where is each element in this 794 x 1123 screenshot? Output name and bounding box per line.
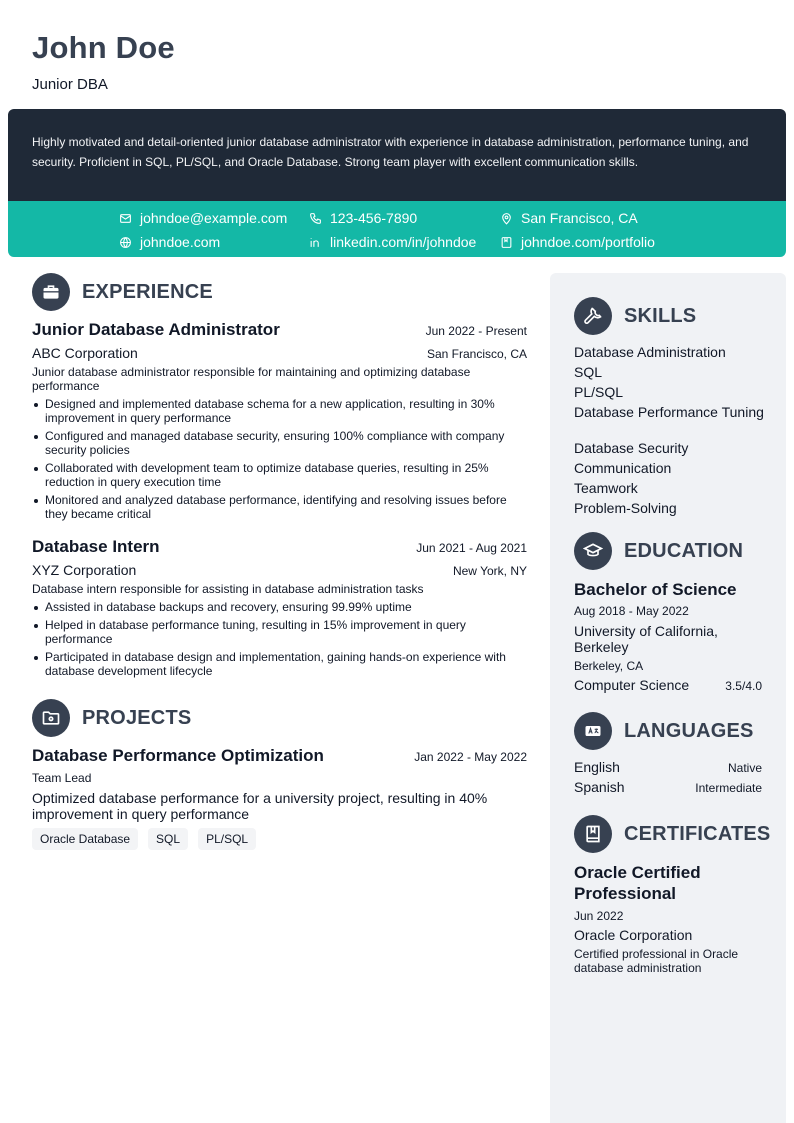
job-bullet: Participated in database design and implementation, gaining hands-on experience with database development lifecycle	[32, 650, 527, 678]
certificate-issuer: Oracle Corporation	[574, 927, 693, 943]
skill-item: PL/SQL	[574, 384, 624, 400]
project-item	[32, 746, 527, 850]
candidate-name: John Doe	[32, 30, 175, 65]
summary: Highly motivated and detail-oriented junior database administrator with experience in database administration, performance tuning, and security. Proficient in SQL, PL/SQL, and Oracle Database. Strong team player with excellent communication skills.	[8, 109, 786, 201]
education-item	[574, 580, 762, 693]
job-location: San Francisco, CA	[426, 347, 527, 361]
project-title: Database Performance Optimization	[32, 746, 324, 765]
job-description: Junior database administrator responsible for maintaining and optimizing database performance	[32, 365, 471, 393]
job-bullets	[32, 397, 527, 521]
skill-item: Database Security	[574, 440, 689, 456]
field-of-study: Computer Science	[574, 677, 690, 693]
contact-bar	[8, 201, 786, 257]
language-name: Spanish	[574, 779, 625, 795]
language-level: Native	[727, 761, 762, 775]
experience-header	[32, 273, 213, 311]
skill-item: Database Administration	[574, 344, 726, 360]
experience-item	[32, 320, 527, 525]
skill-item: Database Performance Tuning	[574, 404, 764, 420]
job-dates: Jun 2021 - Aug 2021	[416, 541, 527, 555]
school-location: Berkeley, CA	[574, 659, 644, 673]
skill-item: Teamwork	[574, 480, 638, 496]
education-dates: Aug 2018 - May 2022	[574, 604, 689, 618]
job-bullet: Designed and implemented database schema for a new application, resulting in 30% improvement in query performance	[32, 397, 527, 425]
certificate-date: Jun 2022	[574, 909, 624, 923]
briefcase-icon	[32, 273, 70, 311]
skills-title: SKILLS	[624, 304, 697, 327]
mail-icon	[119, 212, 132, 225]
languages-header	[574, 712, 754, 750]
school: University of California, Berkeley	[574, 623, 718, 655]
degree: Bachelor of Science	[574, 580, 737, 599]
linkedin-icon	[309, 236, 322, 249]
job-location: New York, NY	[452, 564, 527, 578]
job-bullet: Assisted in database backups and recovery, ensuring 99.99% uptime	[32, 600, 527, 614]
contact-linkedin[interactable]	[309, 233, 476, 251]
translate-icon	[574, 712, 612, 750]
job-company: XYZ Corporation	[32, 562, 137, 578]
contact-portfolio[interactable]	[500, 233, 655, 251]
contact-phone[interactable]	[309, 209, 417, 227]
contact-website[interactable]	[119, 233, 220, 251]
certificates-header	[574, 815, 770, 853]
languages-title: LANGUAGES	[624, 719, 754, 742]
job-dates: Jun 2022 - Present	[425, 324, 527, 338]
job-bullet: Monitored and analyzed database performance, identifying and resolving issues before they became critical	[32, 493, 527, 521]
portfolio-icon	[500, 236, 513, 249]
map-pin-icon	[500, 212, 513, 225]
email-text: johndoe@example.com	[140, 210, 288, 226]
resume-header	[32, 30, 175, 93]
language-item	[574, 779, 762, 795]
sidebar	[550, 273, 786, 1123]
job-bullet: Helped in database performance tuning, resulting in 15% improvement in query performance	[32, 618, 527, 646]
experience-title: EXPERIENCE	[82, 280, 213, 303]
skill-item: Communication	[574, 460, 672, 476]
job-bullet: Configured and managed database security, ensuring 100% compliance with company security policies	[32, 429, 527, 457]
project-role: Team Lead	[32, 771, 92, 785]
experience-item	[32, 537, 527, 682]
skills-header	[574, 297, 696, 335]
certificate-name: Oracle Certified Professional	[574, 863, 701, 903]
folder-icon	[32, 699, 70, 737]
language-item	[574, 759, 762, 775]
project-tag: Oracle Database	[32, 828, 138, 850]
job-title: Database Intern	[32, 537, 160, 556]
project-dates: Jan 2022 - May 2022	[414, 750, 527, 764]
contact-email[interactable]	[119, 209, 287, 227]
graduation-cap-icon	[574, 532, 612, 570]
candidate-title: Junior DBA	[32, 76, 108, 93]
certificates-title: CERTIFICATES	[624, 822, 771, 845]
skill-item: SQL	[574, 364, 603, 380]
language-name: English	[574, 759, 620, 775]
job-description: Database intern responsible for assisting in database administration tasks	[32, 582, 424, 596]
projects-title: PROJECTS	[82, 706, 192, 729]
job-company: ABC Corporation	[32, 345, 138, 361]
website-text: johndoe.com	[140, 234, 221, 250]
certificate-description: Certified professional in Oracle database administration	[574, 947, 739, 975]
job-bullet: Collaborated with development team to optimize database queries, resulting in 25% reduction in query execution time	[32, 461, 527, 489]
location-text: San Francisco, CA	[521, 210, 638, 226]
skill-item: Problem-Solving	[574, 500, 677, 516]
gpa: 3.5/4.0	[725, 679, 762, 693]
language-level: Intermediate	[695, 781, 762, 795]
phone-icon	[309, 212, 322, 225]
phone-text: 123-456-7890	[330, 210, 418, 226]
linkedin-text: linkedin.com/in/johndoe	[330, 234, 477, 250]
certificate-book-icon	[574, 815, 612, 853]
certificate-item	[574, 862, 762, 975]
project-tags	[32, 828, 527, 850]
job-bullets	[32, 600, 527, 678]
project-tag: SQL	[148, 828, 188, 850]
education-header	[574, 532, 743, 570]
contact-location	[500, 209, 638, 227]
portfolio-text: johndoe.com/portfolio	[521, 234, 655, 250]
project-description: Optimized database performance for a university project, resulting in 40% improvement in query performance	[32, 790, 488, 822]
education-title: EDUCATION	[624, 539, 744, 562]
globe-icon	[119, 236, 132, 249]
job-title: Junior Database Administrator	[32, 320, 280, 339]
project-tag: PL/SQL	[198, 828, 256, 850]
projects-header	[32, 699, 191, 737]
wrench-icon	[574, 297, 612, 335]
